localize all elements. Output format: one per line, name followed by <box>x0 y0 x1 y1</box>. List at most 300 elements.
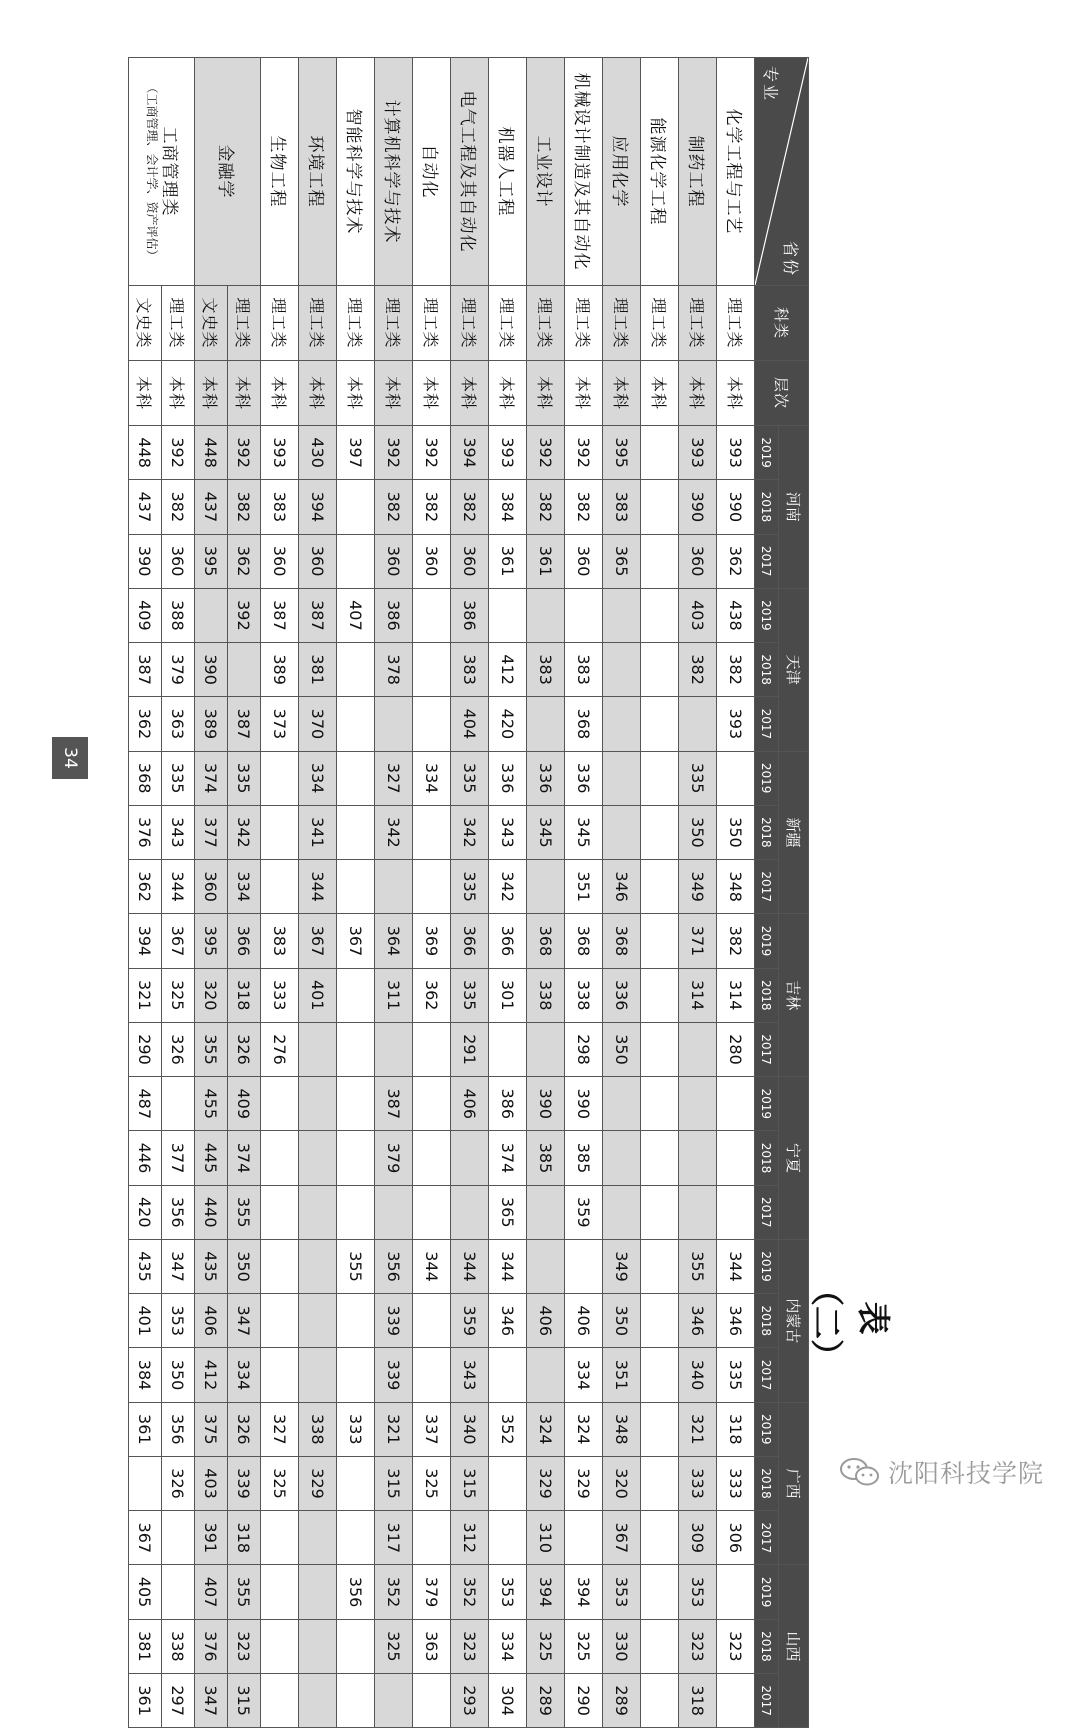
score-cell: 340 <box>451 1402 489 1456</box>
score-cell: 382 <box>717 914 755 968</box>
score-cell: 384 <box>129 1348 162 1402</box>
score-cell: 435 <box>195 1239 228 1293</box>
score-cell <box>413 1294 451 1348</box>
score-cell <box>261 1619 299 1673</box>
major-cell: 金融学 <box>195 58 261 286</box>
score-cell <box>679 1131 717 1185</box>
header-year: 2017 <box>755 1673 779 1727</box>
header-year: 2019 <box>755 1239 779 1293</box>
score-cell: 393 <box>261 426 299 480</box>
score-cell: 355 <box>228 1185 261 1239</box>
score-cell: 368 <box>603 914 641 968</box>
score-cell: 318 <box>679 1673 717 1727</box>
score-cell: 290 <box>565 1673 603 1727</box>
score-cell: 311 <box>375 968 413 1022</box>
score-cell: 314 <box>679 968 717 1022</box>
score-cell: 353 <box>489 1565 527 1619</box>
table-row <box>261 58 299 1728</box>
table-row <box>162 58 195 1728</box>
score-cell: 407 <box>337 588 375 642</box>
score-cell <box>527 1239 565 1293</box>
score-cell: 387 <box>299 588 337 642</box>
score-cell: 338 <box>527 968 565 1022</box>
score-cell: 325 <box>527 1619 565 1673</box>
score-cell: 382 <box>228 480 261 534</box>
score-cell <box>603 697 641 751</box>
score-cell: 289 <box>527 1673 565 1727</box>
score-cell: 352 <box>451 1565 489 1619</box>
score-cell <box>337 534 375 588</box>
score-cell: 360 <box>261 534 299 588</box>
score-cell: 346 <box>603 860 641 914</box>
score-cell: 362 <box>129 860 162 914</box>
header-year: 2017 <box>755 860 779 914</box>
score-cell <box>261 1673 299 1727</box>
score-cell <box>717 751 755 805</box>
score-cell: 390 <box>679 480 717 534</box>
score-cell: 335 <box>451 860 489 914</box>
score-cell: 324 <box>527 1402 565 1456</box>
score-cell: 339 <box>375 1294 413 1348</box>
score-cell <box>299 1239 337 1293</box>
score-cell <box>337 968 375 1022</box>
score-cell: 349 <box>679 860 717 914</box>
score-cell <box>641 860 679 914</box>
table-row <box>489 58 527 1728</box>
score-cell: 343 <box>451 1348 489 1402</box>
score-cell: 383 <box>527 643 565 697</box>
score-cell: 318 <box>717 1402 755 1456</box>
score-cell: 405 <box>129 1565 162 1619</box>
score-cell <box>337 860 375 914</box>
score-cell: 381 <box>299 643 337 697</box>
score-cell: 397 <box>337 426 375 480</box>
score-cell: 438 <box>717 588 755 642</box>
score-cell: 379 <box>162 643 195 697</box>
score-cell: 455 <box>195 1077 228 1131</box>
score-cell: 409 <box>228 1077 261 1131</box>
score-cell: 324 <box>565 1402 603 1456</box>
score-cell: 350 <box>717 805 755 859</box>
score-cell: 336 <box>489 751 527 805</box>
score-cell: 374 <box>228 1131 261 1185</box>
score-cell: 334 <box>413 751 451 805</box>
score-cell <box>299 1077 337 1131</box>
score-cell: 360 <box>195 860 228 914</box>
score-cell <box>527 588 565 642</box>
score-cell: 412 <box>489 643 527 697</box>
score-cell <box>603 1185 641 1239</box>
score-cell: 344 <box>451 1239 489 1293</box>
score-cell: 320 <box>603 1456 641 1510</box>
header-year: 2019 <box>755 1565 779 1619</box>
score-cell: 344 <box>162 860 195 914</box>
major-cell: 应用化学 <box>603 58 641 286</box>
score-cell <box>261 1348 299 1402</box>
score-cell: 364 <box>375 914 413 968</box>
score-cell: 392 <box>228 426 261 480</box>
score-cell: 390 <box>129 534 162 588</box>
score-cell: 315 <box>451 1456 489 1510</box>
score-cell: 406 <box>451 1077 489 1131</box>
score-cell <box>413 1022 451 1076</box>
score-cell: 346 <box>717 1294 755 1348</box>
score-cell <box>603 751 641 805</box>
score-cell: 291 <box>451 1022 489 1076</box>
score-cell: 392 <box>527 426 565 480</box>
score-cell: 336 <box>527 751 565 805</box>
score-cell: 312 <box>451 1511 489 1565</box>
score-cell: 345 <box>527 805 565 859</box>
major-cell <box>129 58 195 286</box>
score-cell: 382 <box>679 643 717 697</box>
category-cell: 理工类 <box>162 286 195 361</box>
score-cell: 360 <box>679 534 717 588</box>
score-cell: 355 <box>195 1022 228 1076</box>
score-cell <box>261 1185 299 1239</box>
score-cell <box>527 1022 565 1076</box>
score-cell: 293 <box>451 1673 489 1727</box>
score-cell: 360 <box>375 534 413 588</box>
major-cell: 机器人工程 <box>489 58 527 286</box>
header-year: 2018 <box>755 643 779 697</box>
score-cell: 386 <box>375 588 413 642</box>
score-cell: 385 <box>565 1131 603 1185</box>
score-cell: 360 <box>299 534 337 588</box>
major-cell: 电气工程及其自动化 <box>451 58 489 286</box>
score-cell: 336 <box>603 968 641 1022</box>
score-cell: 321 <box>129 968 162 1022</box>
score-cell: 298 <box>565 1022 603 1076</box>
score-cell: 365 <box>603 534 641 588</box>
score-cell: 379 <box>413 1565 451 1619</box>
score-cell: 406 <box>195 1294 228 1348</box>
score-cell: 365 <box>489 1185 527 1239</box>
header-province: 新疆 <box>779 751 809 914</box>
score-cell <box>375 860 413 914</box>
score-cell: 401 <box>299 968 337 1022</box>
score-cell <box>337 1077 375 1131</box>
score-cell: 347 <box>162 1239 195 1293</box>
score-cell: 349 <box>603 1239 641 1293</box>
score-cell: 383 <box>261 480 299 534</box>
score-cell <box>489 588 527 642</box>
category-cell: 理工类 <box>565 286 603 361</box>
score-cell: 395 <box>195 534 228 588</box>
header-category: 科类 <box>755 286 809 361</box>
score-cell: 333 <box>261 968 299 1022</box>
score-cell: 306 <box>717 1511 755 1565</box>
score-cell: 435 <box>129 1239 162 1293</box>
score-cell: 394 <box>129 914 162 968</box>
score-cell <box>565 1511 603 1565</box>
score-cell: 401 <box>129 1294 162 1348</box>
score-cell: 327 <box>261 1402 299 1456</box>
level-cell: 本科 <box>641 361 679 426</box>
score-cell: 326 <box>228 1022 261 1076</box>
score-cell: 377 <box>195 805 228 859</box>
score-cell: 383 <box>261 914 299 968</box>
level-cell: 本科 <box>565 361 603 426</box>
level-cell: 本科 <box>261 361 299 426</box>
table-row <box>195 58 228 1728</box>
score-cell <box>641 1673 679 1727</box>
score-cell: 367 <box>603 1511 641 1565</box>
score-cell <box>641 1022 679 1076</box>
major-name: 工商管理类 <box>159 126 179 217</box>
score-cell: 366 <box>451 914 489 968</box>
score-cell: 383 <box>451 643 489 697</box>
header-year: 2018 <box>755 1131 779 1185</box>
score-cell: 382 <box>527 480 565 534</box>
score-cell: 355 <box>337 1239 375 1293</box>
score-cell: 333 <box>717 1456 755 1510</box>
score-cell: 348 <box>717 860 755 914</box>
level-cell: 本科 <box>413 361 451 426</box>
score-cell: 314 <box>717 968 755 1022</box>
score-cell: 383 <box>565 643 603 697</box>
header-province: 吉林 <box>779 914 809 1077</box>
score-cell <box>641 588 679 642</box>
score-cell: 348 <box>603 1402 641 1456</box>
score-cell: 409 <box>129 588 162 642</box>
score-cell: 353 <box>162 1294 195 1348</box>
score-cell <box>717 1565 755 1619</box>
table-row <box>337 58 375 1728</box>
score-cell: 290 <box>129 1022 162 1076</box>
score-cell <box>261 1239 299 1293</box>
score-cell: 362 <box>129 697 162 751</box>
score-cell <box>641 1456 679 1510</box>
category-cell: 理工类 <box>261 286 299 361</box>
score-cell: 392 <box>228 588 261 642</box>
table-row <box>679 58 717 1728</box>
major-cell: 生物工程 <box>261 58 299 286</box>
score-cell: 356 <box>162 1185 195 1239</box>
header-province: 河南 <box>779 426 809 589</box>
score-cell <box>413 697 451 751</box>
score-cell: 333 <box>337 1402 375 1456</box>
score-cell: 335 <box>228 751 261 805</box>
score-cell: 321 <box>679 1402 717 1456</box>
score-cell <box>195 588 228 642</box>
score-cell <box>337 1022 375 1076</box>
score-cell: 361 <box>489 534 527 588</box>
score-cell: 309 <box>679 1511 717 1565</box>
header-province: 内蒙古 <box>779 1239 809 1402</box>
score-cell: 338 <box>162 1619 195 1673</box>
score-cell: 280 <box>717 1022 755 1076</box>
header-year: 2019 <box>755 751 779 805</box>
score-cell <box>337 1511 375 1565</box>
score-cell <box>641 1294 679 1348</box>
header-year: 2019 <box>755 914 779 968</box>
score-cell <box>489 1456 527 1510</box>
table-row <box>129 58 162 1728</box>
header-year: 2017 <box>755 1511 779 1565</box>
score-cell <box>299 1294 337 1348</box>
score-cell: 320 <box>195 968 228 1022</box>
score-cell: 340 <box>679 1348 717 1402</box>
score-cell: 393 <box>717 426 755 480</box>
score-cell: 382 <box>413 480 451 534</box>
score-cell: 334 <box>565 1348 603 1402</box>
score-cell: 412 <box>195 1348 228 1402</box>
score-cell: 315 <box>375 1456 413 1510</box>
score-cell <box>489 1348 527 1402</box>
header-level: 层次 <box>755 361 809 426</box>
score-cell: 342 <box>489 860 527 914</box>
score-cell: 317 <box>375 1511 413 1565</box>
score-cell: 374 <box>489 1131 527 1185</box>
table-row <box>375 58 413 1728</box>
score-cell: 325 <box>162 968 195 1022</box>
score-cell: 346 <box>489 1294 527 1348</box>
score-cell: 395 <box>603 426 641 480</box>
score-cell <box>641 643 679 697</box>
level-cell: 本科 <box>337 361 375 426</box>
score-cell: 362 <box>717 534 755 588</box>
score-cell: 351 <box>565 860 603 914</box>
score-cell: 327 <box>375 751 413 805</box>
score-cell: 420 <box>129 1185 162 1239</box>
score-cell: 393 <box>717 697 755 751</box>
score-cell <box>603 588 641 642</box>
score-cell <box>527 1348 565 1402</box>
score-cell: 318 <box>228 1511 261 1565</box>
score-cell <box>413 1131 451 1185</box>
score-cell: 352 <box>489 1402 527 1456</box>
score-cell <box>299 1511 337 1565</box>
score-cell: 334 <box>489 1619 527 1673</box>
score-cell: 356 <box>337 1565 375 1619</box>
score-cell <box>337 1619 375 1673</box>
score-cell: 338 <box>299 1402 337 1456</box>
table-row <box>527 58 565 1728</box>
score-cell: 350 <box>162 1348 195 1402</box>
score-cell: 420 <box>489 697 527 751</box>
corner-major-label: 专业 <box>761 66 780 103</box>
score-cell: 394 <box>299 480 337 534</box>
score-cell <box>679 697 717 751</box>
level-cell: 本科 <box>603 361 641 426</box>
score-cell: 389 <box>261 643 299 697</box>
score-cell <box>261 1511 299 1565</box>
score-cell <box>337 1294 375 1348</box>
score-cell: 315 <box>228 1673 261 1727</box>
score-cell <box>641 1077 679 1131</box>
category-cell: 理工类 <box>451 286 489 361</box>
header-province: 广西 <box>779 1402 809 1565</box>
score-cell <box>375 697 413 751</box>
score-cell <box>717 1673 755 1727</box>
score-cell: 385 <box>527 1131 565 1185</box>
score-cell: 368 <box>527 914 565 968</box>
score-cell: 323 <box>717 1619 755 1673</box>
score-cell: 360 <box>451 534 489 588</box>
score-cell <box>299 1565 337 1619</box>
major-cell: 计算机科学与技术 <box>375 58 413 286</box>
level-cell: 本科 <box>195 361 228 426</box>
category-cell: 理工类 <box>337 286 375 361</box>
score-cell: 379 <box>375 1131 413 1185</box>
score-cell: 343 <box>489 805 527 859</box>
score-cell: 347 <box>195 1673 228 1727</box>
score-cell <box>641 805 679 859</box>
score-cell: 366 <box>228 914 261 968</box>
score-cell: 334 <box>299 751 337 805</box>
score-cell <box>261 1565 299 1619</box>
score-cell: 344 <box>717 1239 755 1293</box>
score-cell <box>641 426 679 480</box>
score-cell: 329 <box>527 1456 565 1510</box>
score-cell <box>717 1131 755 1185</box>
score-cell: 386 <box>451 588 489 642</box>
score-cell: 338 <box>565 968 603 1022</box>
header-province: 宁夏 <box>779 1077 809 1240</box>
score-cell: 389 <box>195 697 228 751</box>
score-cell <box>228 643 261 697</box>
major-cell: 自动化 <box>413 58 451 286</box>
table-title: 表（二） <box>807 1273 893 1372</box>
score-cell <box>299 1673 337 1727</box>
watermark <box>838 1452 1058 1492</box>
score-cell <box>527 697 565 751</box>
score-cell <box>641 1565 679 1619</box>
category-cell: 文史类 <box>129 286 162 361</box>
score-cell: 362 <box>413 968 451 1022</box>
score-cell: 323 <box>679 1619 717 1673</box>
table-row <box>451 58 489 1728</box>
score-cell: 350 <box>603 1022 641 1076</box>
score-cell <box>299 1185 337 1239</box>
score-cell <box>603 1131 641 1185</box>
score-cell: 382 <box>717 643 755 697</box>
score-cell <box>261 1294 299 1348</box>
score-cell <box>337 1673 375 1727</box>
major-cell: 化学工程与工艺 <box>717 58 755 286</box>
score-cell: 330 <box>603 1619 641 1673</box>
score-cell: 394 <box>565 1565 603 1619</box>
watermark-text: 沈阳科技学院 <box>888 1459 1045 1488</box>
score-cell: 318 <box>228 968 261 1022</box>
header-year: 2017 <box>755 1185 779 1239</box>
score-cell: 487 <box>129 1077 162 1131</box>
score-cell <box>375 1185 413 1239</box>
score-cell: 339 <box>375 1348 413 1402</box>
score-cell: 325 <box>375 1619 413 1673</box>
major-cell: 环境工程 <box>299 58 337 286</box>
wechat-icon <box>838 1456 882 1488</box>
table-row <box>413 58 451 1728</box>
score-table-rotated <box>134 57 809 1727</box>
score-cell: 376 <box>129 805 162 859</box>
score-cell <box>641 1239 679 1293</box>
score-cell: 344 <box>489 1239 527 1293</box>
category-cell: 理工类 <box>299 286 337 361</box>
score-cell <box>413 1185 451 1239</box>
score-cell: 393 <box>489 426 527 480</box>
score-cell: 386 <box>489 1077 527 1131</box>
score-cell: 395 <box>195 914 228 968</box>
score-cell: 276 <box>261 1022 299 1076</box>
score-cell: 382 <box>162 480 195 534</box>
score-cell: 359 <box>451 1294 489 1348</box>
score-cell <box>527 860 565 914</box>
score-cell: 356 <box>162 1402 195 1456</box>
score-cell: 392 <box>162 426 195 480</box>
score-cell: 368 <box>129 751 162 805</box>
